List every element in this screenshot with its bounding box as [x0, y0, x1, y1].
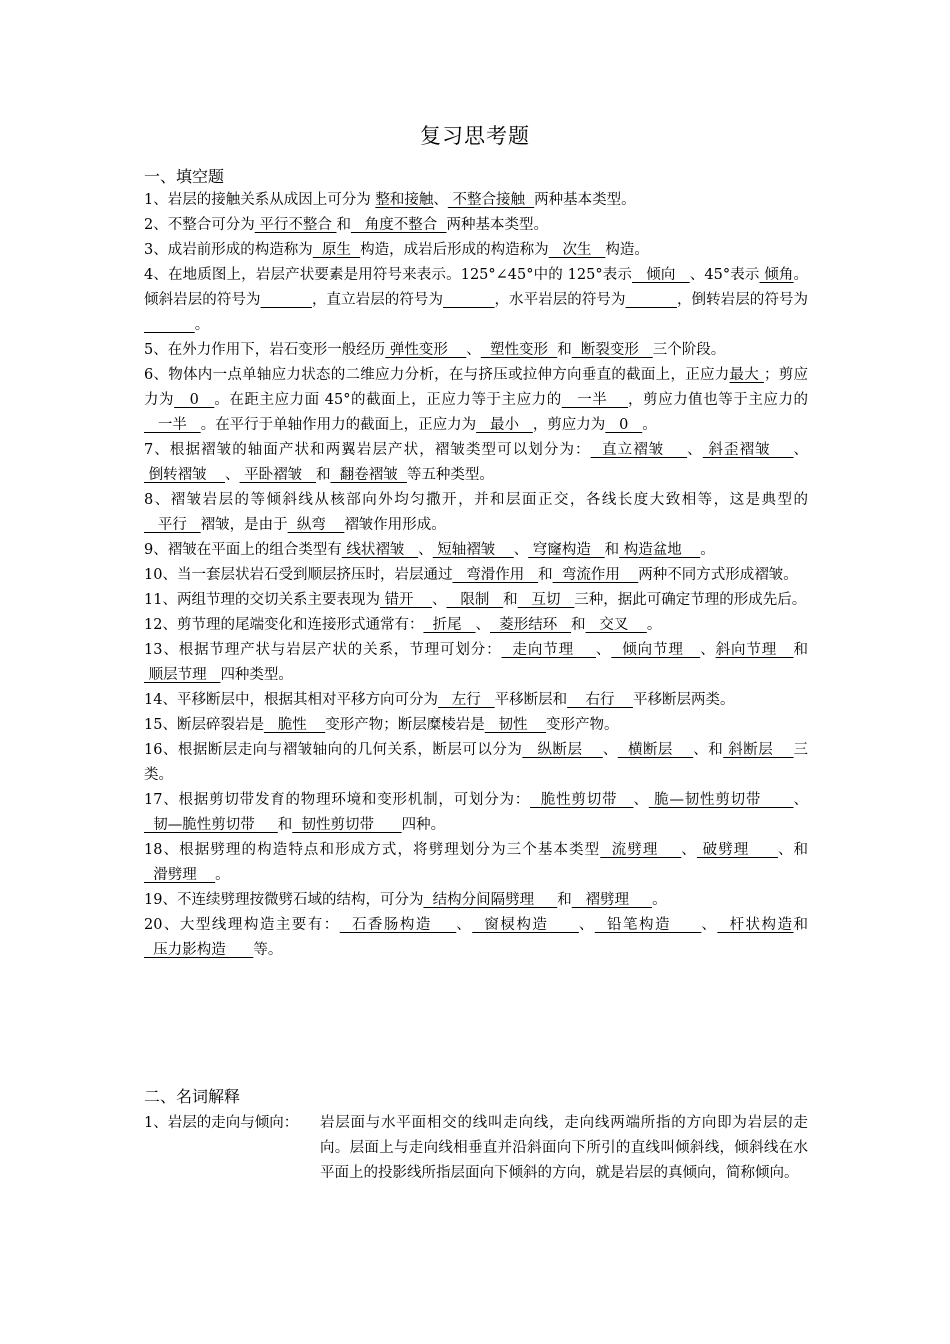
answer-blank: 限制	[446, 592, 504, 608]
question-item	[144, 838, 808, 888]
answer-blank: 次生	[548, 242, 606, 258]
answer-blank: 线状褶皱	[341, 542, 419, 558]
answer-blank: 不整合接触	[447, 192, 535, 208]
question-item	[144, 563, 808, 588]
question-item	[144, 638, 808, 688]
question-text: 16、根据断层走向与褶皱轴向的几何关系，断层可以分为	[144, 742, 523, 758]
question-text: 、	[513, 542, 529, 558]
answer-blank: 斜歪褶皱	[702, 442, 794, 458]
question-text: 、	[793, 792, 809, 808]
answer-blank: 平行	[144, 517, 201, 533]
question-text: 、	[432, 592, 447, 608]
question-text: 。	[652, 892, 667, 908]
question-text: 、和	[777, 842, 809, 858]
question-item	[144, 588, 808, 613]
question-text: 14、平移断层中，根据其相对平移方向可分为	[144, 692, 438, 708]
answer-blank: 弯流作用	[552, 567, 639, 583]
answer-blank: 塑性变形	[480, 342, 558, 358]
question-item	[144, 688, 808, 713]
question-text: 10、当一套层状岩石受到顺层挤压时，岩层通过	[144, 567, 453, 583]
question-text: 褶皱，是由于	[200, 517, 288, 533]
question-text: 、	[602, 742, 618, 758]
answer-blank: 翻卷褶皱	[330, 467, 407, 483]
question-text: ，水平岩层的符号为	[494, 292, 626, 308]
question-text: 、	[595, 642, 612, 658]
answer-blank: 褶劈理	[571, 892, 653, 908]
page-title: 复习思考题	[420, 124, 530, 148]
question-text: 1、岩层的接触关系从成因上可分为	[144, 192, 376, 208]
question-text: 两种基本类型。	[446, 217, 548, 233]
answer-blank: 纵断层	[522, 742, 603, 758]
question-text: 、	[225, 467, 240, 483]
question-item	[144, 488, 808, 538]
answer-blank: 一半	[144, 417, 201, 433]
question-text: 三个阶段。	[652, 342, 726, 358]
answer-blank: 最大	[729, 367, 764, 383]
question-text: 和	[793, 642, 809, 658]
answer-blank: 脆性	[263, 717, 326, 733]
answer-blank	[626, 292, 677, 308]
question-text: 三类。	[144, 742, 809, 783]
answer-blank: 结构分间隔劈理	[423, 892, 558, 908]
answer-blank: 整和接触	[375, 192, 434, 208]
question-text: 8、褶皱岩层的等倾斜线从核部向外均匀撒开，并和层面正交，各线长度大致相等，这是典型的	[144, 492, 808, 508]
question-text: 、	[633, 792, 649, 808]
question-text: ，倒转岩层的符号为	[676, 292, 809, 308]
answer-blank: 斜向节理	[715, 642, 794, 658]
question-item	[144, 538, 808, 563]
question-text: 、	[578, 917, 595, 933]
question-text: 、	[687, 442, 703, 458]
answer-blank: 脆—韧性剪切带	[648, 792, 794, 808]
question-text: 18、根据劈理的构造特点和形成方式，将劈理划分为三个基本类型	[144, 842, 601, 858]
question-item	[144, 188, 808, 213]
answer-blank: 流劈理	[600, 842, 682, 858]
answer-blank: 破劈理	[696, 842, 778, 858]
answer-blank: 平行不整合	[254, 217, 337, 233]
question-text: 12、剪节理的尾端变化和连接形式通常有：	[144, 617, 424, 633]
definition-text: 岩层面与水平面相交的线叫走向线，走向线两端所指的方向即为岩层的走向。层面上与走向线相垂直并沿斜面向下所引的直线叫倾斜线，倾斜线在水平面上的投影线所指层面向下倾斜的方向，就是岩层的真倾向，简称倾向。	[320, 1115, 808, 1181]
answer-blank: 倾角	[759, 267, 794, 283]
answer-blank: 倒转褶皱	[144, 467, 226, 483]
question-item	[144, 788, 808, 838]
question-text: 9、褶皱在平面上的组合类型有	[144, 542, 342, 558]
question-text: 两种基本类型。	[534, 192, 636, 208]
answer-blank: 直立褶皱	[590, 442, 688, 458]
answer-blank: 穹窿构造	[528, 542, 605, 558]
answer-blank: 构造盆地	[619, 542, 701, 558]
question-text: 褶皱作用形成。	[344, 517, 446, 533]
question-text: 平移断层和	[494, 692, 568, 708]
question-text: 和	[336, 217, 351, 233]
question-text: 和	[557, 892, 572, 908]
question-item	[144, 738, 808, 788]
question-text: 4、在地质图上，岩层产状要素是用符号来表示。125°∠45°中的 125°表示	[144, 267, 632, 283]
question-text: 6、物体内一点单轴应力状态的二维应力分析，在与挤压或拉伸方向垂直的截面上，正应力	[144, 367, 730, 383]
question-text: 和	[503, 592, 518, 608]
question-item	[144, 713, 808, 738]
question-text: 。	[642, 417, 657, 433]
answer-blank: 弹性变形	[385, 342, 467, 358]
answer-blank: 韧性	[484, 717, 546, 733]
question-text: 。倾斜岩层的符号为	[144, 267, 809, 308]
question-text: 、	[681, 842, 697, 858]
question-text: 构造。	[605, 242, 649, 258]
question-text: 和	[604, 542, 620, 558]
question-text: 变形产物；断层糜棱岩是	[325, 717, 485, 733]
answer-blank: 交叉	[585, 617, 647, 633]
answer-blank: 断裂变形	[571, 342, 653, 358]
answer-blank	[144, 317, 195, 333]
question-text: 平移断层两类。	[632, 692, 735, 708]
answer-blank: 一半	[561, 392, 628, 408]
section-heading-fill-blanks: 一、填空题	[144, 167, 225, 186]
question-text: 11、两组节理的交切关系主要表现为	[144, 592, 380, 608]
question-text: 、	[466, 342, 481, 358]
question-text: 13、根据节理产状与岩层产状的关系，节理可划分：	[144, 642, 502, 658]
question-text: 和	[793, 917, 809, 933]
answer-blank: 韧—脆性剪切带	[144, 817, 278, 833]
question-text: 、	[475, 617, 490, 633]
question-item	[144, 888, 808, 913]
answer-blank: 顺层节理	[144, 667, 221, 683]
answer-blank: 平卧褶皱	[239, 467, 316, 483]
question-list	[144, 188, 808, 963]
answer-blank	[443, 292, 494, 308]
question-text: 。	[646, 617, 662, 633]
answer-blank: 菱形结环	[490, 617, 572, 633]
answer-blank: 错开	[379, 592, 432, 608]
question-text: 等。	[253, 942, 283, 958]
question-text: 三种，据此可确定节理的形成先后。	[574, 592, 807, 608]
question-text: ；剪应力为	[144, 367, 808, 408]
question-text: 3、成岩前形成的构造称为	[144, 242, 313, 258]
definition-term: 1、岩层的走向与倾向：	[144, 1115, 299, 1131]
answer-blank: 韧性剪切带	[292, 817, 402, 833]
question-text: ，剪应力为	[532, 417, 606, 433]
answer-blank: 0	[174, 392, 215, 408]
question-text: 、45°表示	[689, 267, 760, 283]
section-heading-definitions: 二、名词解释	[144, 1087, 241, 1106]
answer-blank: 铅笔构造	[594, 917, 702, 933]
question-item	[144, 238, 808, 263]
question-text: 、	[418, 542, 433, 558]
question-text: 四种类型。	[220, 667, 293, 683]
answer-blank: 横断层	[617, 742, 694, 758]
question-text: 和	[538, 567, 553, 583]
answer-blank	[261, 292, 312, 308]
question-text: 和	[557, 342, 572, 358]
question-text: 和	[571, 617, 586, 633]
question-text: 、	[433, 192, 448, 208]
answer-blank: 短轴褶皱	[432, 542, 514, 558]
answer-blank: 滑劈理	[144, 867, 216, 883]
question-text: 。在距主应力面 45°的截面上，正应力等于主应力的	[214, 392, 562, 408]
question-item	[144, 913, 808, 963]
question-item	[144, 338, 808, 363]
answer-blank: 弯滑作用	[452, 567, 539, 583]
answer-blank: 压力影构造	[144, 942, 254, 958]
question-text: 7、根据褶皱的轴面产状和两翼岩层产状，褶皱类型可以划分为：	[144, 442, 591, 458]
question-item	[144, 438, 808, 488]
question-text: 15、断层碎裂岩是	[144, 717, 264, 733]
answer-blank: 脆性剪切带	[530, 792, 634, 808]
question-item	[144, 263, 808, 338]
answer-blank: 0	[605, 417, 643, 433]
question-text: 。	[215, 867, 230, 883]
answer-blank: 右行	[567, 692, 633, 708]
question-text: 两种不同方式形成褶皱。	[638, 567, 798, 583]
question-item	[144, 613, 808, 638]
question-text: 、	[700, 642, 716, 658]
question-text: 和	[315, 467, 331, 483]
question-text: ，剪应力值也等于主应力的	[627, 392, 809, 408]
question-text: 17、根据剪切带发育的物理环境和变形机制，可划分为：	[144, 792, 531, 808]
answer-blank: 原生	[312, 242, 361, 258]
answer-blank: 斜断层	[723, 742, 794, 758]
question-text: 。	[700, 542, 715, 558]
answer-blank: 石香肠构造	[339, 917, 457, 933]
question-text: 四种。	[401, 817, 446, 833]
question-text: 构造，成岩后形成的构造称为	[360, 242, 549, 258]
question-text: 和	[277, 817, 293, 833]
question-text: 。	[194, 317, 210, 333]
question-text: 、	[701, 917, 718, 933]
question-text: 2、不整合可分为	[144, 217, 255, 233]
question-text: ，直立岩层的符号为	[311, 292, 444, 308]
answer-blank: 窗棂构造	[472, 917, 579, 933]
answer-blank: 倾向	[631, 267, 690, 283]
answer-blank: 杆状构造	[717, 917, 794, 933]
answer-blank: 走向节理	[501, 642, 596, 658]
answer-blank: 纵弯	[287, 517, 345, 533]
question-item	[144, 213, 808, 238]
question-text: 变形产物。	[545, 717, 619, 733]
answer-blank: 互切	[517, 592, 575, 608]
question-text: 5、在外力作用下，岩石变形一般经历	[144, 342, 386, 358]
answer-blank: 左行	[437, 692, 495, 708]
question-item	[144, 363, 808, 438]
question-text: 、	[456, 917, 473, 933]
answer-blank: 角度不整合	[350, 217, 447, 233]
answer-blank: 折尾	[423, 617, 476, 633]
question-text: 20、大型线理构造主要有：	[144, 917, 340, 933]
question-text: 。在平行于单轴作用力的截面上，正应力为	[200, 417, 477, 433]
question-text: 19、不连续劈理按微劈石域的结构，可分为	[144, 892, 424, 908]
question-text: 、	[793, 442, 809, 458]
answer-blank: 最小	[476, 417, 533, 433]
question-text: 、和	[693, 742, 724, 758]
question-text: 等五种类型。	[406, 467, 494, 483]
answer-blank: 倾向节理	[611, 642, 701, 658]
